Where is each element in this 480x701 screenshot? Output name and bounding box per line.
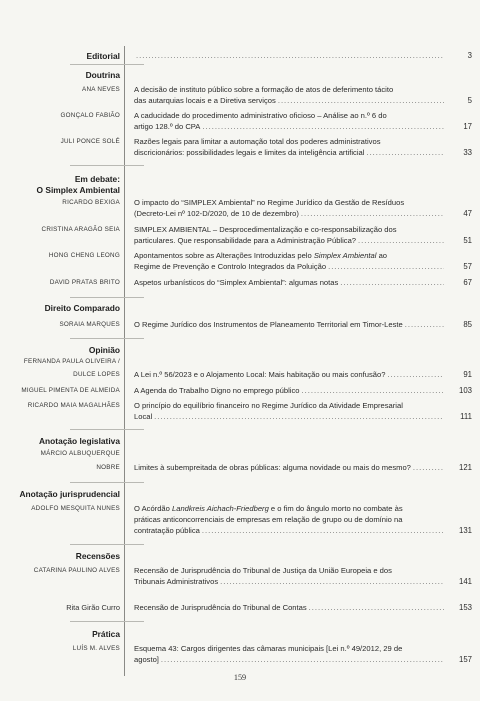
page-number: 47	[463, 209, 472, 218]
author-name: ANA NEVES	[82, 86, 120, 93]
page-number: 153	[458, 603, 472, 612]
divider	[70, 482, 144, 483]
toc-entry[interactable]	[134, 319, 444, 330]
toc-entry[interactable]	[134, 369, 444, 380]
entry-title-line: Tribunais Administrativos	[134, 577, 219, 586]
section-title-pratica: Prática	[92, 629, 120, 639]
column-divider	[124, 46, 125, 676]
toc-entry[interactable]	[134, 110, 444, 132]
divider	[70, 544, 144, 545]
author-name: RICARDO MAIA MAGALHÃES	[27, 402, 120, 409]
entry-title-line: das autarquias locais e a Diretiva serviços	[134, 96, 276, 105]
entry-title-line: particulares. Que responsabilidade para a Administração Pública?	[134, 236, 357, 245]
section-title-editorial: Editorial	[86, 51, 120, 61]
author-name: JULI PONCE SOLÉ	[60, 138, 120, 145]
entry-title-line: O princípio do equilíbrio financeiro no Regime Jurídico da Atividade Empresarial	[134, 401, 403, 410]
divider	[70, 165, 144, 166]
toc-entry[interactable]	[134, 136, 444, 158]
toc-entry[interactable]	[134, 643, 444, 665]
section-title-anotacao-jurisprudencial: Anotação jurisprudencial	[19, 489, 120, 499]
entry-title-line: discricionários: possibilidades legais e limites da inteligência artificial	[134, 148, 365, 157]
entry-title-line: Aspetos urbanísticos do “Simplex Ambiental”: algumas notas	[134, 278, 339, 287]
entry-title-line: Razões legais para limitar a automação total dos poderes administrativos	[134, 137, 381, 146]
toc-entry[interactable]	[134, 602, 444, 613]
entry-title-line: A Agenda do Trabalho Digno no emprego público	[134, 386, 300, 395]
page-number: 3	[467, 51, 472, 60]
section-title-opiniao: Opinião	[88, 345, 120, 355]
entry-title-line: SIMPLEX AMBIENTAL – Desprocedimentalização e co-responsabilização dos	[134, 225, 397, 234]
entry-title-line: Apontamentos sobre as Alterações Introduzidas pelo Simplex Ambiental ao	[134, 251, 388, 260]
page-number: 131	[458, 526, 472, 535]
page-number: 5	[467, 96, 472, 105]
toc-entry[interactable]	[134, 224, 444, 246]
folio-page-number: 159	[233, 673, 247, 682]
divider	[70, 297, 144, 298]
page-number: 91	[463, 370, 472, 379]
page-number: 85	[463, 320, 472, 329]
page-number: 67	[463, 278, 472, 287]
author-name: LUÍS M. ALVES	[72, 645, 120, 652]
author-name: MIGUEL PIMENTA DE ALMEIDA	[21, 387, 120, 394]
author-name: NOBRE	[96, 464, 120, 471]
toc-entry[interactable]	[134, 385, 444, 396]
entry-title-line: Limites à subempreitada de obras públicas: alguma novidade ou mais do mesmo?	[134, 463, 411, 472]
toc-entry[interactable]	[134, 565, 444, 587]
entry-title-line: Esquema 43: Cargos dirigentes das câmaras municipais [Lei n.º 49/2012, 29 de	[134, 644, 403, 653]
entry-title-line: A Lei n.º 56/2023 e o Alojamento Local: Mais habitação ou mais confusão?	[134, 370, 386, 379]
section-title-doutrina: Doutrina	[85, 70, 120, 80]
page-number: 51	[463, 236, 472, 245]
divider	[70, 621, 144, 622]
entry-title-line: Regime de Prevenção e Controlo Integrados da Poluição	[134, 262, 327, 271]
entry-title-line: agosto]	[134, 655, 159, 664]
author-name-line1: FERNANDA PAULA OLIVEIRA /	[23, 358, 120, 365]
divider	[70, 429, 144, 430]
author-name: ADOLFO MESQUITA NUNES	[31, 505, 120, 512]
author-name: HONG CHENG LEONG	[48, 252, 120, 259]
page-number: 103	[458, 386, 472, 395]
entry-title-line: O impacto do “SIMPLEX Ambiental” no Regime Jurídico da Gestão de Resíduos	[134, 198, 405, 207]
divider	[70, 64, 144, 65]
section-title-debate-line2: O Simplex Ambiental	[36, 185, 120, 195]
section-title-debate-line1: Em debate:	[74, 174, 120, 184]
toc-entry[interactable]	[134, 503, 444, 536]
toc-entry[interactable]	[134, 400, 444, 422]
toc-entry[interactable]	[134, 197, 444, 219]
page-number: 157	[458, 655, 472, 664]
page-number: 111	[460, 412, 472, 421]
page-number: 141	[458, 577, 472, 586]
author-name: RICARDO BEXIGA	[62, 199, 120, 206]
entry-title-line: O Acórdão Landkreis Aichach-Friedberg e o fim do ângulo morto no combate às	[134, 504, 403, 513]
page-number: 57	[463, 262, 472, 271]
author-name: GONÇALO FABIÃO	[60, 112, 120, 119]
author-name: Rita Girão Curro	[66, 603, 120, 612]
page-number: 17	[463, 122, 472, 131]
author-name: DULCE LOPES	[73, 371, 120, 378]
page-number: 121	[458, 463, 472, 472]
divider	[70, 338, 144, 339]
section-title-direito-comparado: Direito Comparado	[44, 303, 120, 313]
entry-title-line: A caducidade do procedimento administrativo oficioso – Análise ao n.º 6 do	[134, 111, 387, 120]
author-name: CRISTINA ARAGÃO SEIA	[41, 226, 120, 233]
entry-title-line: (Decreto-Lei nº 102-D/2020, de 10 de dezembro)	[134, 209, 299, 218]
page-number: 33	[463, 148, 472, 157]
toc-entry[interactable]	[134, 462, 444, 473]
entry-title-line: Recensão de Jurisprudência do Tribunal de Justiça da União Europeia e dos	[134, 566, 392, 575]
toc-entry[interactable]	[134, 277, 444, 288]
entry-title-line: A decisão de instituto público sobre a formação de atos de deferimento tácito	[134, 85, 394, 94]
section-title-anotacao-legislativa: Anotação legislativa	[39, 436, 120, 446]
entry-title-line: O Regime Jurídico dos Instrumentos de Planeamento Territorial em Timor-Leste	[134, 320, 403, 329]
entry-title-line: Local	[134, 412, 153, 421]
section-title-recensoes: Recensões	[75, 551, 120, 561]
author-name-line1: MÁRCIO ALBUQUERQUE	[40, 450, 120, 457]
toc-entry[interactable]	[134, 84, 444, 106]
toc-entry[interactable]	[134, 250, 444, 272]
toc-entry[interactable]	[134, 50, 444, 61]
entry-title-line: artigo 128.º do CPA	[134, 122, 201, 131]
entry-title-line: contratação pública	[134, 526, 200, 535]
author-name: CATARINA PAULINO ALVES	[33, 567, 120, 574]
author-name: SORAIA MARQUES	[59, 321, 120, 328]
author-name: DAVID PRATAS BRITO	[49, 279, 120, 286]
entry-title-line: práticas anticoncorrenciais de empresas em relação de grupo ou de domínio na	[134, 515, 403, 524]
entry-title-line: Recensão de Jurisprudência do Tribunal de Contas	[134, 603, 307, 612]
